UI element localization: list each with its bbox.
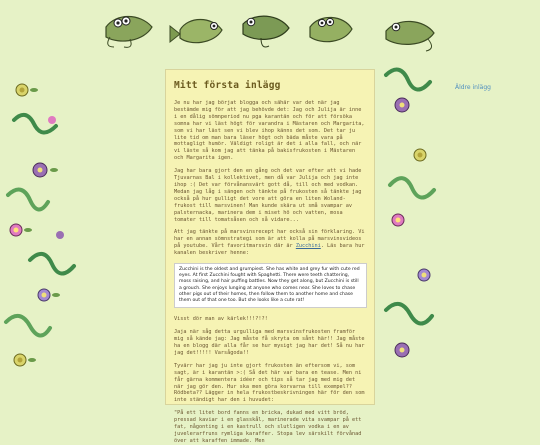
header-banner-illustration [0, 8, 540, 58]
fish-illustration [310, 17, 352, 41]
post-paragraph: "På ett litet bord fanns en bricka, dukad med vitt bröd, pressad kaviar i en glasskål, marinerade vita svampar på ett fat, någonting i en kastrull och slutligen vodka i en av juvelerarfruns rymliga karaffer. Stopa lev särskilt förvånad över att karaffen immade. Men [174, 410, 362, 444]
quoted-description: Zucchini is the oldest and grumpiest. She has white and grey fur with cute red eyes. At first Zucchini fought with Spaghetti. There were teeth chattering, moss raising, and hair puffing battles. Now they get along, but Zucchini is still a grouch. She enjoys lunging at anyone who comes near. She loves to chase other pigs out of their homes, then follow them to another home and chase them out of that one too. But she looks like a cute rat! [174, 263, 367, 308]
right-decoration [380, 60, 450, 405]
blog-post [165, 69, 375, 444]
left-decoration [0, 60, 160, 405]
fish-illustration [106, 17, 152, 48]
older-posts-link[interactable]: Äldre inlägg [455, 84, 491, 91]
post-paragraph: Visst dör man av kärlek!!!?!?! [174, 316, 268, 323]
post-paragraph-text: Att jag tänkte på marsvinsrecept har också sin förklaring. Vi har en annan sömnstrategi som är att kolla på marsvinsvideos på youtube. Vårt favoritmarsvin där är [174, 229, 365, 250]
fish-illustration [386, 21, 434, 51]
fish-illustration [243, 16, 289, 47]
post-paragraph: Jag har bara gjort den en gång och det var efter att vi hade Tjuvarnas Bal i kollektivet, men då var Julija och jag inte ihop :( Det var förvånansvärt gott då, till och med vodkan. Medan jag låg i sängen och tänkte på frukosten så tänkte jag också på hur gulligt det vore att göra en liten Woland-frukost till marsvinen! Man kunde skära ut små svampar av palsternacka, marinera dem i miset hö och vatten, mosa tomater till tomatsåsen och så vidare... [174, 168, 362, 223]
post-paragraph: Je nu har jag börjat blogga och sähär var det när jag bestämde mig för att jag behövde det: Jag och Julija är inne i en dålig sömnperiod nu pga karantän och för att försöka somna har vi läst högt för varandra i Mästaren och Margarita, som vi har läst sen vi blev ihop känns det som. Det tar ju lite tid om man bara läser högt och bäda måste vara på mottagligt humör. Väldigt roligt är det i alla fall, och när vi läste så kom jag att tänka på bakisfrukosten i Mästaren och Margarita igen. [174, 100, 365, 162]
post-title: Mitt första inlägg [174, 80, 281, 91]
post-paragraph-with-link [174, 229, 367, 257]
post-paragraph: Tyvärr har jag ju inte gjort frukosten än eftersom vi, som sagt, är i karantän >:( Så det här var bara en tease. Men ni får gärna kommentera idéer och tips så tar jag med mig det när jag gör den. Hur ska men göra korvarna till exempel?? Rödbeta?? Lägger in hela frukostbeskrivningen här för den som inte ständigt har den i huvudet: [174, 362, 365, 404]
post-paragraph: Jaja när såg detta urgulliga med marsvinsfrukosten framför mig så kände jag: Jag måste få skryta om sånt här!! Jag måste ha en blogg där alla får se hur mysigt jag har det! Så nu har jag det!!!!! Varsågoda!! [174, 329, 365, 356]
post-paragraph-text: . Läs bara hur kanalen beskriver henne: [174, 243, 365, 257]
zucchini-link[interactable]: Zucchini [295, 243, 321, 250]
worm-decoration [386, 70, 434, 324]
fish-illustration [170, 20, 222, 43]
